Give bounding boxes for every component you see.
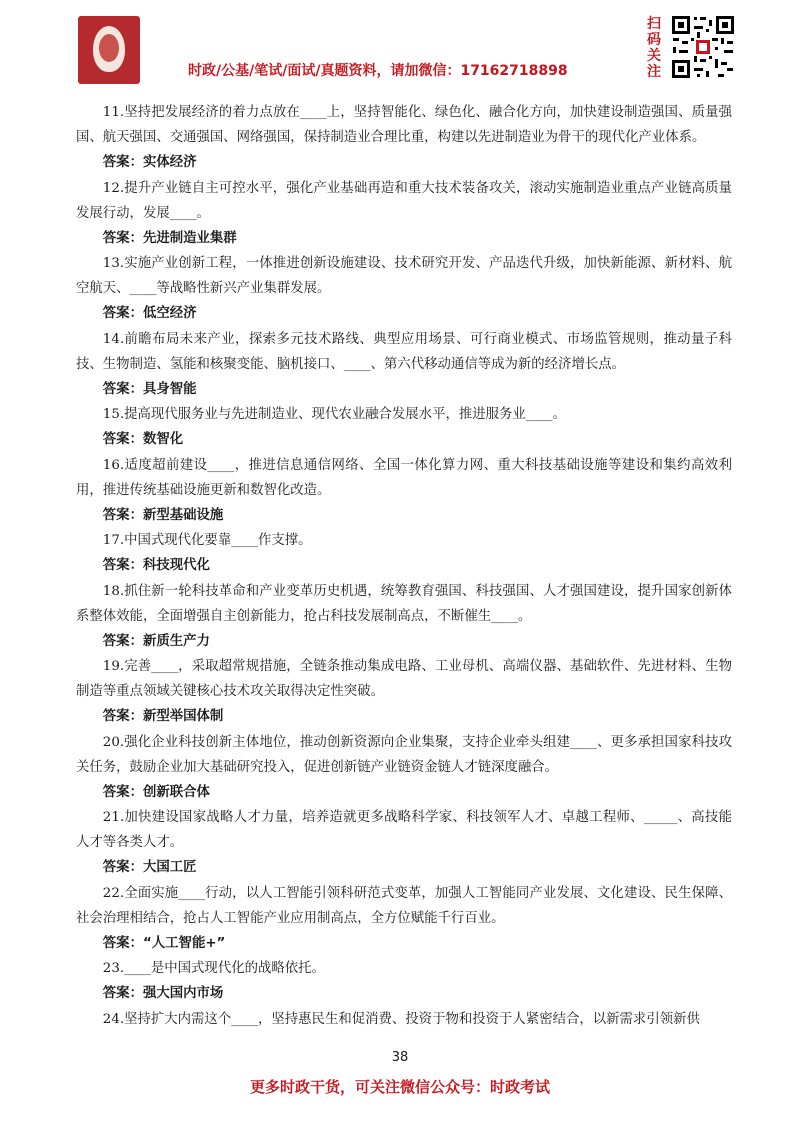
qr-code-icon[interactable] bbox=[670, 14, 736, 80]
question-19: 19.完善____，采取超常规措施，全链条推动集成电路、工业母机、高端仪器、基础软件、先进材料、生物制造等重点领域关键核心技术攻关取得决定性突破。 bbox=[76, 659, 732, 699]
question-16: 16.适度超前建设____，推进信息通信网络、全国一体化算力网、重大科技基础设施等建设和集约高效利用，推进传统基础设施更新和数智化改造。 bbox=[76, 457, 732, 498]
seal-icon bbox=[93, 26, 125, 72]
question-18: 18.抓住新一轮科技革命和产业变革历史机遇，统筹教育强国、科技强国、人才强国建设，提升国家创新体系整体效能，全面增强自主创新能力，抢占科技发展制高点，不断催生____。 bbox=[76, 583, 732, 624]
scan-label: 扫 码 关 注 bbox=[647, 16, 661, 80]
question-14: 14.前瞻布局未来产业，探索多元技术路线、典型应用场景、可行商业模式、市场监管规则，推动量子科技、生物制造、氢能和核聚变能、脑机接口、____、第六代移动通信等成为新的经济增长点。 bbox=[76, 331, 732, 372]
answer-13: 答案：低空经济 bbox=[102, 306, 197, 321]
answer-15: 答案：数智化 bbox=[102, 432, 184, 447]
answer-23: 答案：强大国内市场 bbox=[102, 986, 224, 1001]
page-number: 38 bbox=[391, 1050, 409, 1065]
question-list bbox=[76, 100, 732, 1032]
question-20: 20.强化企业科技创新主体地位，推动创新资源向企业集聚，支持企业牵头组建____、更多承担国家科技攻关任务，鼓励企业加大基础研究投入，促进创新链产业链资金链人才链深度融合。 bbox=[76, 734, 732, 775]
answer-14: 答案：具身智能 bbox=[102, 381, 197, 397]
question-21: 21.加快建设国家战略人才力量，培养造就更多战略科学家、科技领军人才、卓越工程师、_____、高技能人才等各类人才。 bbox=[76, 810, 732, 850]
question-11: 11.坚持把发展经济的着力点放在____上，坚持智能化、绿色化、融合化方向，加快建设制造强国、质量强国、航天强国、交通强国、网络强国，保持制造业合理比重，构建以先进制造业为骨干的现代化产业体系。 bbox=[76, 105, 732, 145]
logo bbox=[78, 16, 140, 84]
answer-21: 答案：大国工匠 bbox=[102, 860, 197, 875]
answer-19: 答案：新型举国体制 bbox=[102, 709, 224, 724]
answer-11: 答案：实体经济 bbox=[102, 155, 197, 170]
answer-17: 答案：科技现代化 bbox=[102, 558, 210, 573]
question-15: 15.提高现代服务业与先进制造业、现代农业融合发展水平，推进服务业____。 bbox=[102, 407, 566, 422]
answer-20: 答案：创新联合体 bbox=[102, 784, 210, 800]
question-23: 23.____是中国式现代化的战略依托。 bbox=[102, 961, 325, 976]
footer-promo: 更多时政干货，可关注微信公众号：时政考试 bbox=[249, 1078, 550, 1096]
answer-22: 答案：“人工智能+” bbox=[102, 935, 226, 951]
header-contact: 时政/公基/笔试/面试/真题资料，请加微信：17162718898 bbox=[188, 63, 568, 79]
question-22: 22.全面实施____行动，以人工智能引领科研范式变革，加强人工智能同产业发展、文化建设、民生保障、社会治理相结合，抢占人工智能产业应用制高点，全方位赋能千行百业。 bbox=[76, 885, 732, 926]
question-17: 17.中国式现代化要靠____作支撑。 bbox=[102, 533, 312, 548]
answer-16: 答案：新型基础设施 bbox=[102, 507, 224, 523]
question-12: 12.提升产业链自主可控水平，强化产业基础再造和重大技术装备攻关，滚动实施制造业重点产业链高质量发展行动，发展____。 bbox=[76, 180, 732, 221]
question-24: 24.坚持扩大内需这个____，坚持惠民生和促消费、投资于物和投资于人紧密结合，以新需求引领新供 bbox=[102, 1011, 700, 1027]
answer-18: 答案：新质生产力 bbox=[102, 633, 210, 649]
answer-12: 答案：先进制造业集群 bbox=[102, 230, 237, 246]
question-13: 13.实施产业创新工程，一体推进创新设施建设、技术研究开发、产品迭代升级，加快新能源、新材料、航空航天、____等战略性新兴产业集群发展。 bbox=[76, 256, 732, 296]
